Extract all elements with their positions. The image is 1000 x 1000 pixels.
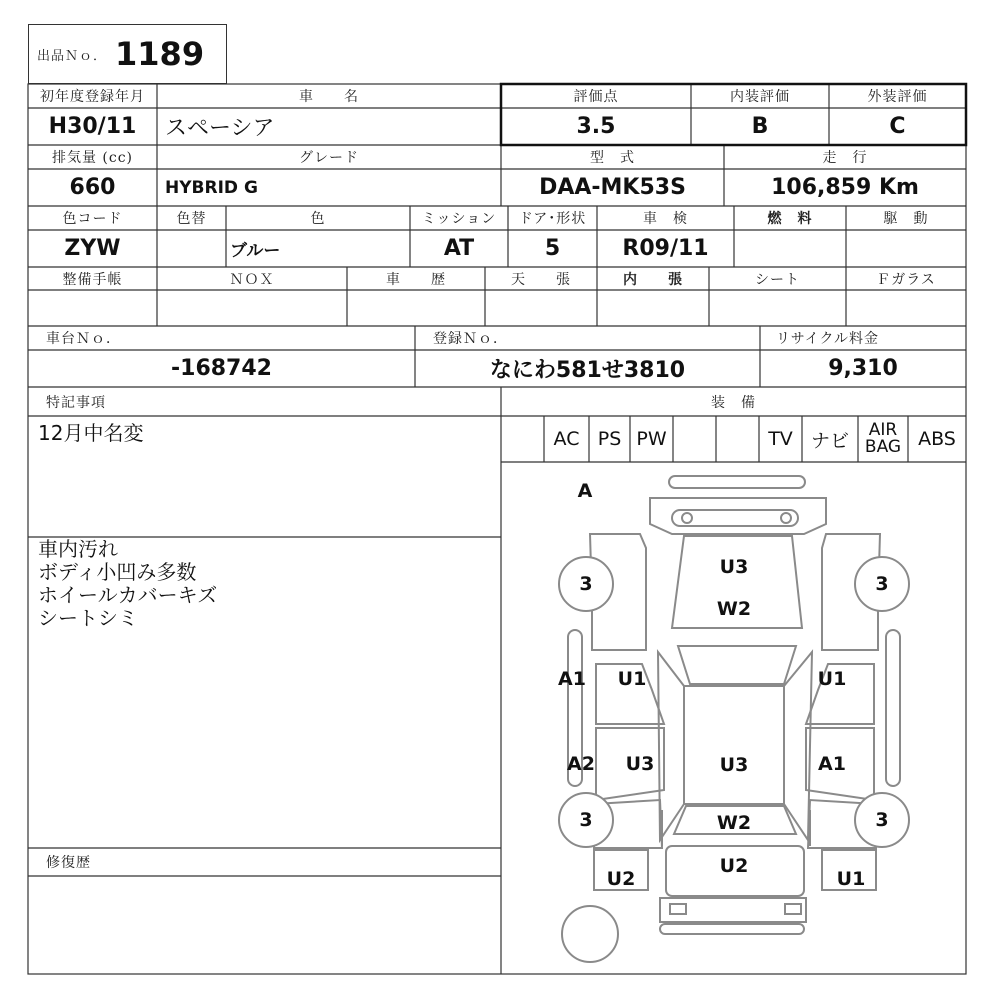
mission-header: ミッション: [421, 211, 497, 227]
car-name-value: スペーシア: [165, 116, 275, 141]
inspection-value: R09/11: [622, 236, 709, 261]
notes-bottom-line: シートシミ: [38, 606, 138, 630]
lot-label: 出品Ｎｏ．: [37, 48, 108, 64]
seat-header: シート: [755, 271, 800, 288]
equipment-tv: TV: [768, 428, 793, 450]
recycle-value: 9,310: [828, 356, 898, 381]
spare-tire: [562, 906, 618, 962]
mileage-header: 走 行: [822, 150, 868, 166]
mark-wheel-rl: 3: [579, 809, 593, 831]
door-value: 5: [544, 236, 561, 261]
first-reg-value: H30/11: [48, 114, 137, 139]
exterior-score-value: C: [889, 114, 906, 139]
mark-hood-2: W2: [716, 598, 752, 620]
equipment-abs: ABS: [918, 428, 956, 450]
windshield: [678, 646, 796, 684]
mark-hood-1: U3: [719, 556, 749, 578]
right-sill: [886, 630, 900, 786]
mark-rear-right: U1: [836, 868, 866, 890]
repair-history-header: 修復歴: [46, 855, 91, 871]
inspection-header: 車 検: [643, 211, 688, 227]
history-header: 車 歴: [386, 271, 446, 288]
displacement-header: 排気量 (cc): [51, 150, 134, 166]
score-header: 評価点: [573, 89, 619, 105]
front-grille: [650, 498, 826, 534]
exterior-score-header: 外装評価: [867, 89, 928, 105]
notes-bottom-line: ボディ小凹み多数: [38, 560, 197, 584]
fuel-header: 燃 料: [767, 211, 813, 227]
mark-wheel-fl: 3: [579, 573, 593, 595]
recycle-header: リサイクル料金: [776, 331, 880, 347]
model-value: DAA-MK53S: [539, 175, 686, 200]
equipment-ps: PS: [597, 428, 622, 450]
mark-left-u3: U3: [625, 753, 655, 775]
mark-right-a1: A1: [818, 753, 846, 775]
mark-rear-left: U2: [606, 868, 636, 890]
color-header: 色: [310, 211, 326, 227]
model-header: 型 式: [590, 150, 635, 166]
mark-rear-center: U2: [719, 855, 749, 877]
notes-bottom-line: ホイールカバーキズ: [38, 583, 218, 607]
reg-header: 登録Ｎｏ．: [433, 331, 508, 347]
mark-roof: U3: [719, 754, 749, 776]
equipment-airbag: AIR BAG: [864, 420, 902, 457]
equipment-navi: ナビ: [810, 429, 849, 452]
glass-header: Ｆガラス: [876, 271, 936, 288]
first-reg-header: 初年度登録年月: [40, 89, 145, 105]
interior-score-value: B: [751, 114, 769, 139]
mark-wheel-fr: 3: [875, 573, 889, 595]
notes-top-line: 12月中名変: [38, 421, 144, 445]
grade-header: グレード: [299, 150, 359, 166]
mark-front: A: [577, 480, 593, 502]
mark-wheel-rr: 3: [875, 809, 889, 831]
grade-value: HYBRID G: [165, 177, 258, 198]
equipment-ac: AC: [553, 428, 580, 450]
chassis-header: 車台Ｎｏ．: [46, 331, 121, 347]
mark-left-u1: U1: [617, 668, 647, 690]
mark-rear-w2: W2: [716, 812, 752, 834]
front-lamp-bar: [672, 510, 798, 526]
drive-header: 駆 動: [883, 211, 929, 227]
mission-value: AT: [443, 236, 475, 261]
reg-value: なにわ581せ3810: [489, 358, 686, 383]
score-value: 3.5: [576, 114, 616, 139]
lot-number: 1189: [115, 35, 205, 73]
nox-header: ＮＯＸ: [229, 271, 275, 288]
mark-left-a1: A1: [558, 668, 586, 690]
notes-bottom-line: 車内汚れ: [38, 537, 118, 561]
roof: [684, 686, 784, 804]
mark-right-u1: U1: [817, 668, 847, 690]
front-bumper: [669, 476, 805, 488]
mark-left-a2: A2: [567, 753, 595, 775]
door-header: ドア･形状: [518, 211, 587, 227]
body-right-pillar: [784, 652, 812, 840]
color-code-value: ZYW: [64, 236, 121, 261]
notes-header: 特記事項: [46, 394, 106, 411]
equipment-header: 装 備: [711, 394, 756, 411]
roof-header: 天 張: [511, 271, 571, 288]
mileage-value: 106,859 Km: [771, 175, 919, 200]
car-name-header: 車 名: [299, 89, 359, 105]
equipment-pw: PW: [636, 428, 667, 450]
color-code-header: 色コード: [62, 211, 123, 227]
interior-score-header: 内装評価: [730, 89, 790, 105]
interior-trim-header: 内 張: [623, 271, 683, 288]
maintenance-header: 整備手帳: [62, 271, 123, 288]
chassis-value: -168742: [171, 356, 272, 381]
displacement-value: 660: [69, 175, 116, 200]
repaint-header: 色替: [176, 211, 207, 227]
color-value: ブルー: [230, 241, 281, 261]
